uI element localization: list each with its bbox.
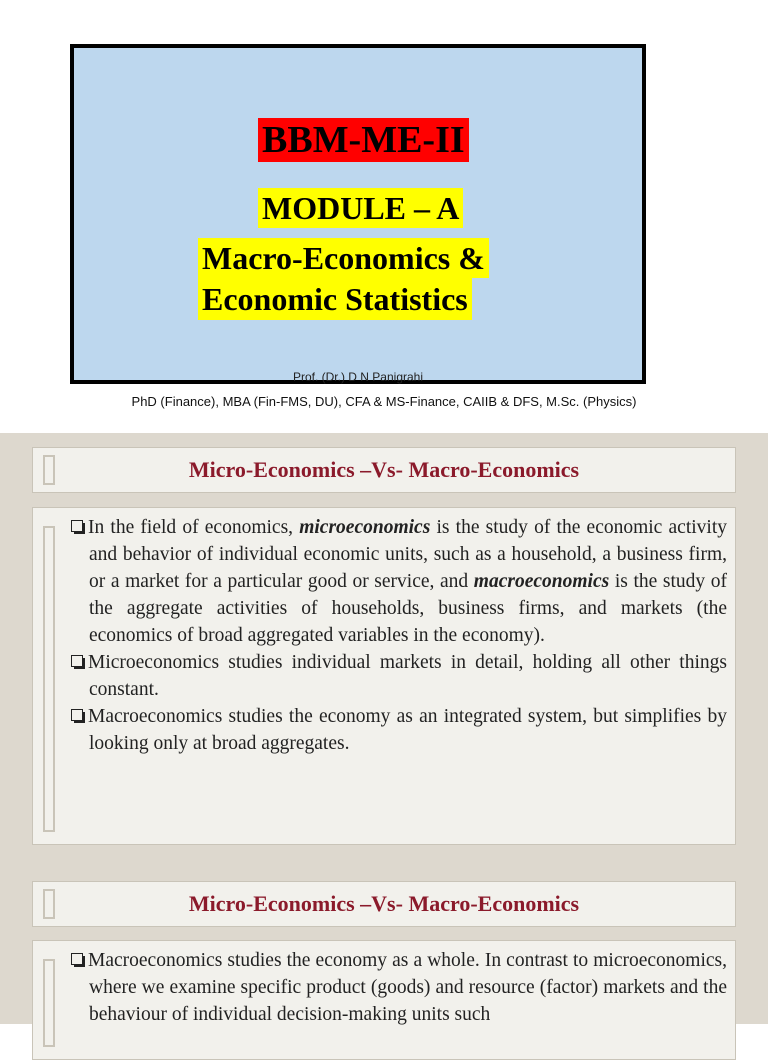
bullet-box-icon [71,709,83,721]
professor-qualifications: PhD (Finance), MBA (Fin-FMS, DU), CFA & MS-Finance, CAIIB & DFS, M.Sc. (Physics) [131,394,637,409]
bullet-box-icon [71,655,83,667]
content-bar-decoration [43,526,55,832]
slide-body [71,947,727,1028]
term-macroeconomics: macroeconomics [473,571,610,592]
bullet-box-icon [71,520,83,532]
slide-heading: Micro-Economics –Vs- Macro-Economics [188,891,580,916]
topic-line-1: Macro-Economics & [198,238,489,278]
slide-heading-bar [32,447,736,493]
topic-line-2: Economic Statistics [198,278,472,320]
course-code: BBM-ME-II [258,118,469,162]
module-label: MODULE – A [258,188,463,228]
bullet-box-icon [71,953,83,965]
slide-micro-vs-macro-2 [0,865,768,1024]
slide-heading-bar [32,881,736,927]
slide-micro-vs-macro-1 [0,433,768,865]
title-slide [0,0,768,432]
bullet-item: Microeconomics studies individual markets in detail, holding all other things constant. [71,649,727,703]
bullet-item: In the field of economics, microeconomics is the study of the economic activity and behavior of individual economic units, such as a household, a business firm, or a market for a particular good or service, and macroeconomics is the study of the aggregate activities of households, business firms, and markets (the economics of broad aggregated variables in the economy). [71,514,727,649]
professor-name: Prof. (Dr.) D N Panigrahi [292,370,424,384]
slide-content-box [32,507,736,845]
slide-heading: Micro-Economics –Vs- Macro-Economics [188,457,580,482]
bullet-item: Macroeconomics studies the economy as an integrated system, but simplifies by looking only at broad aggregates. [71,703,727,757]
content-bar-decoration [43,959,55,1047]
term-microeconomics: microeconomics [299,517,431,538]
slide-content-box [32,940,736,1060]
bullet-item: Macroeconomics studies the economy as a whole. In contrast to microeconomics, where we examine specific product (goods) and resource (factor) markets and the behaviour of individual decision-making units such [71,947,727,1028]
title-box [70,44,646,384]
slide-body [71,514,727,757]
